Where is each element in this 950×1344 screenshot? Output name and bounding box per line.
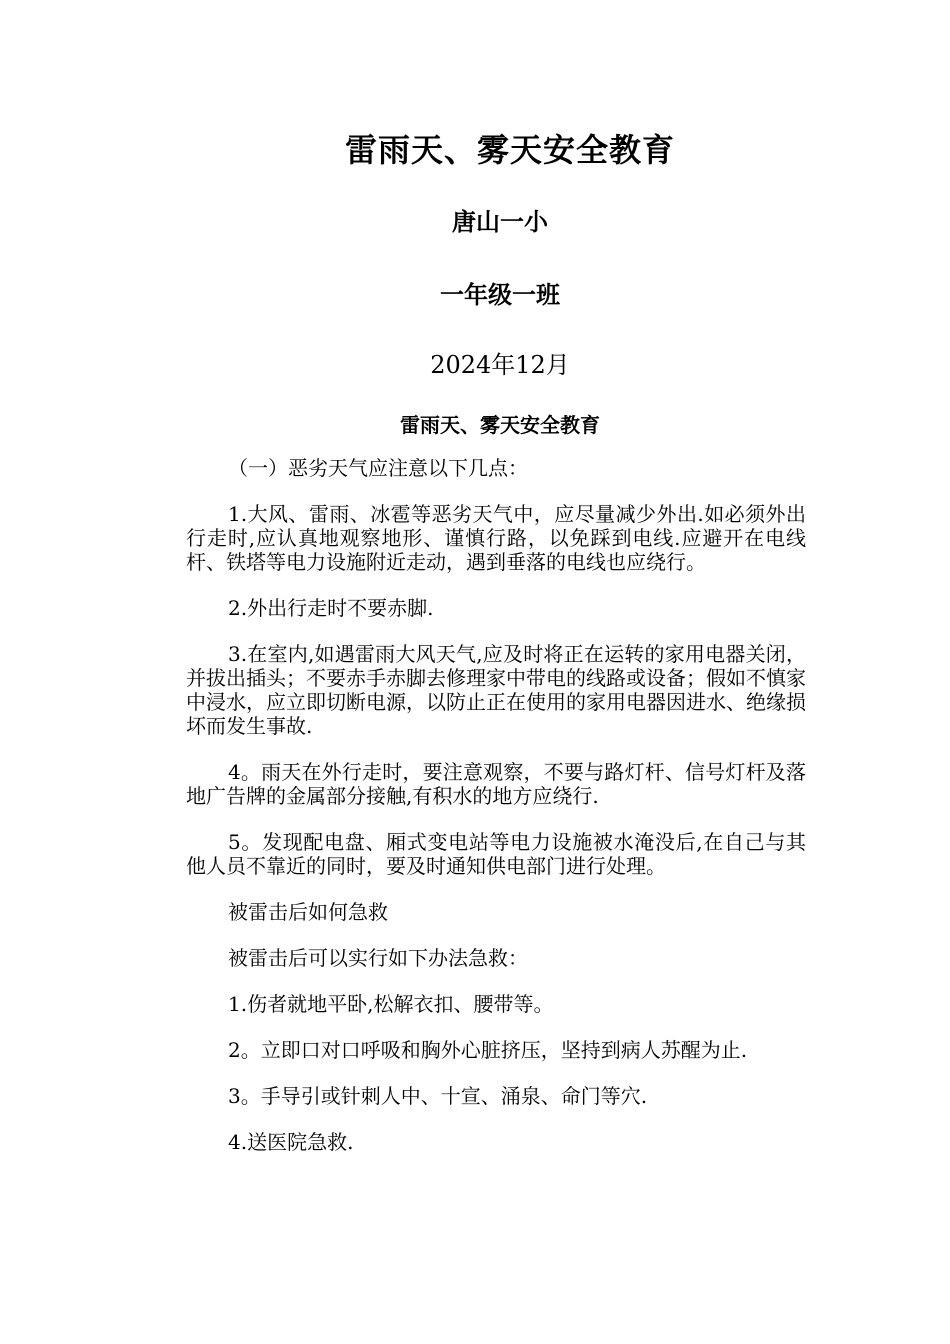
paragraph-intro: （一）恶劣天气应注意以下几点：	[228, 456, 528, 480]
paragraph-first-aid-2: 2。立即口对口呼吸和胸外心脏挤压，坚持到病人苏醒为止.	[228, 1038, 748, 1062]
paragraph-item-5: 5。发现配电盘、厢式变电站等电力设施被水淹没后,在自己与其他人员不靠近的同时，要及时通知供电部门进行处理。	[186, 830, 806, 878]
paragraph-first-aid-3: 3。手导引或针刺人中、十宣、涌泉、命门等穴.	[228, 1084, 648, 1108]
paragraph-item-1: 1.大风、雷雨、冰雹等恶劣天气中，应尽量减少外出.如必须外出行走时,应认真地观察地形、谨慎行路，以免踩到电线.应避开在电线杆、铁塔等电力设施附近走动，遇到垂落的电线也应绕行。	[186, 502, 806, 574]
paragraph-item-4: 4。雨天在外行走时，要注意观察，不要与路灯杆、信号灯杆及落地广告牌的金属部分接触,有积水的地方应绕行.	[186, 760, 806, 808]
paragraph-first-aid-4: 4.送医院急救.	[228, 1130, 354, 1154]
paragraph-item-2: 2.外出行走时不要赤脚.	[228, 596, 434, 620]
paragraph-item-3: 3.在室内,如遇雷雨大风天气,应及时将正在运转的家用电器关闭，并拔出插头；不要赤手赤脚去修理家中带电的线路或设备；假如不慎家中浸水，应立即切断电源，以防止正在使用的家用电器因进水、绝缘损坏而发生事故.	[186, 642, 806, 738]
paragraph-first-aid-1: 1.伤者就地平卧,松解衣扣、腰带等。	[228, 992, 554, 1016]
paragraph-heading-first-aid: 被雷击后如何急救	[228, 900, 388, 924]
section-title: 雷雨天、雾天安全教育	[400, 413, 600, 437]
document-date: 2024年12月	[430, 351, 570, 379]
school-name: 唐山一小	[452, 208, 548, 236]
document-body	[186, 456, 806, 1176]
class-name: 一年级一班	[440, 281, 560, 309]
document-title: 雷雨天、雾天安全教育	[344, 131, 675, 169]
paragraph-first-aid-intro: 被雷击后可以实行如下办法急救：	[228, 946, 528, 970]
